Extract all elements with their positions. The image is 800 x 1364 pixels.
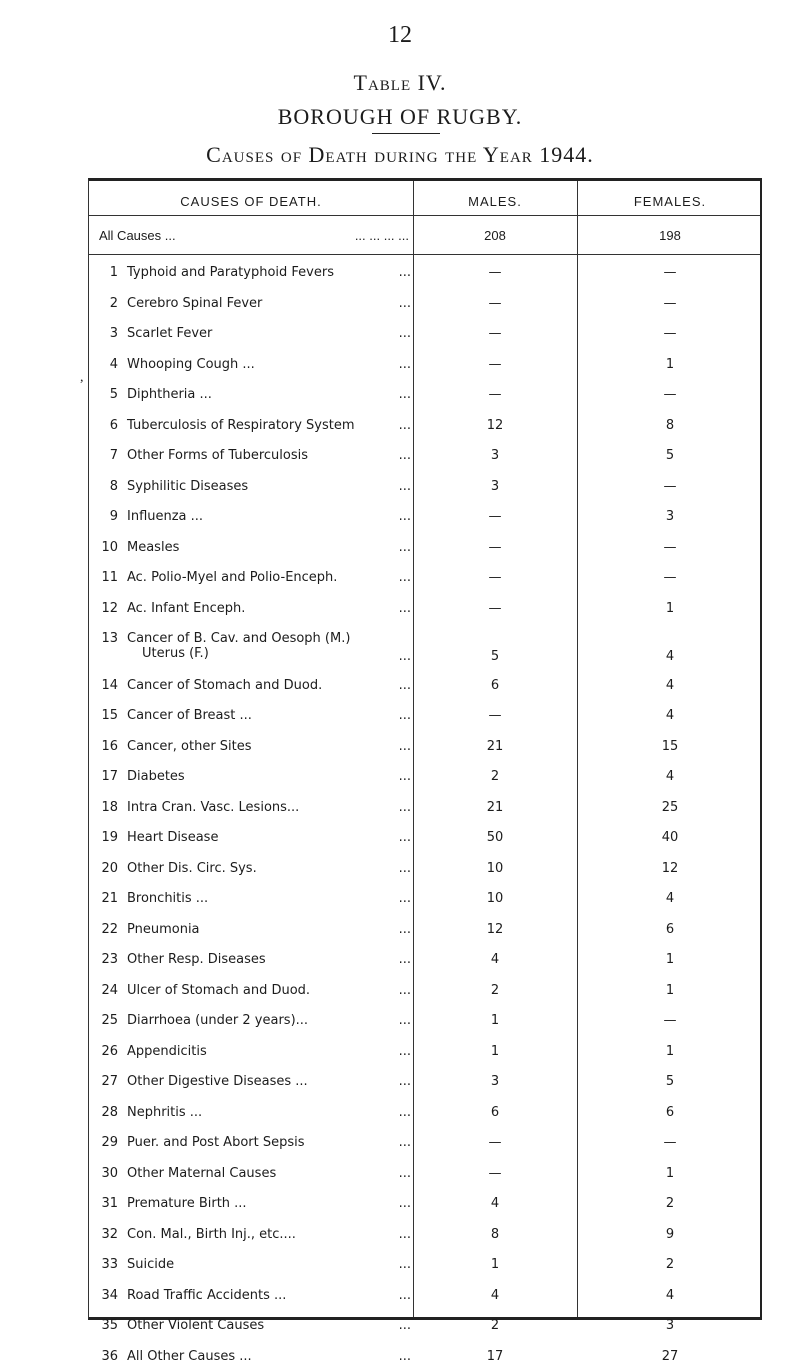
row-males: 1 (490, 1013, 500, 1028)
row-females: 1 (665, 952, 675, 967)
header-causes: CAUSES OF DEATH. (180, 194, 322, 209)
row-males: 6 (490, 677, 500, 693)
row-cause (127, 1166, 397, 1181)
row-females: 8 (665, 417, 675, 433)
row-cause (127, 509, 397, 524)
row-females: 1 (665, 1165, 675, 1181)
row-number: 23 (101, 952, 118, 967)
row-leader: ... (398, 265, 411, 280)
row-cause (127, 952, 397, 967)
row-males: 4 (490, 1287, 500, 1303)
row-leader: ... (398, 1226, 411, 1242)
row-leader: ... (398, 539, 411, 555)
row-cause (127, 1349, 397, 1364)
row-males: 12 (486, 921, 504, 937)
row-number: 17 (101, 769, 118, 784)
row-leader: ... (398, 387, 411, 402)
row-cause-line1: Other Resp. Diseases (127, 952, 266, 967)
row-cause (127, 1288, 397, 1303)
row-number: 11 (101, 570, 118, 585)
row-females: 1 (665, 982, 675, 998)
row-males: 21 (486, 738, 504, 754)
row-females: — (663, 387, 677, 402)
row-cause-line1: Other Forms of Tuberculosis (127, 448, 308, 463)
row-cause (127, 1196, 397, 1211)
row-leader: ... (398, 1257, 411, 1272)
row-number: 36 (101, 1348, 118, 1364)
row-cause-line1: Nephritis ... (127, 1104, 203, 1120)
row-cause-line1: Other Digestive Diseases ... (127, 1074, 308, 1089)
row-leader: ... (398, 921, 411, 937)
all-causes-males: 208 (484, 228, 506, 243)
row-cause (127, 265, 397, 280)
row-females: 25 (661, 799, 679, 815)
row-leader: ... (398, 1013, 411, 1028)
row-cause-line1: Intra Cran. Vasc. Lesions... (127, 799, 300, 815)
row-males: 2 (490, 1318, 500, 1333)
row-cause (127, 769, 397, 784)
row-cause (127, 540, 397, 555)
row-cause (127, 1044, 397, 1059)
all-causes-rule (89, 254, 760, 255)
row-number: 6 (109, 417, 118, 433)
row-cause-line2: Uterus (F.) (142, 646, 209, 661)
row-females: 4 (665, 708, 675, 723)
page-number: 12 (388, 22, 412, 48)
row-number: 19 (101, 830, 118, 845)
row-cause-line1: Diphtheria ... (127, 387, 212, 402)
row-cause-line1: Scarlet Fever (127, 326, 213, 341)
row-leader: ... (398, 830, 411, 845)
row-cause (127, 1105, 397, 1120)
row-females: 4 (665, 677, 675, 693)
row-number: 18 (101, 799, 118, 815)
table-subtitle: Causes of Death during the Year 1944. (206, 142, 594, 167)
row-cause-line1: Premature Birth ... (127, 1196, 247, 1211)
row-females: 40 (661, 830, 679, 845)
row-cause-line1: Heart Disease (127, 830, 219, 845)
row-females: 4 (665, 1287, 675, 1303)
row-cause-line1: Other Maternal Causes (127, 1165, 277, 1181)
row-number: 15 (101, 708, 118, 723)
row-number: 12 (101, 600, 118, 616)
row-leader: ... (398, 799, 411, 815)
row-males: 5 (490, 649, 500, 664)
row-cause (127, 448, 397, 463)
header-rule (89, 215, 760, 216)
row-number: 14 (101, 677, 118, 693)
row-leader: ... (398, 860, 411, 876)
row-cause-line1: Cancer, other Sites (127, 738, 252, 754)
row-number: 20 (101, 860, 118, 876)
row-cause-line1: Pneumonia (127, 921, 200, 937)
row-number: 9 (109, 509, 118, 524)
row-males: — (488, 295, 502, 311)
row-cause (127, 1013, 397, 1028)
row-leader: ... (398, 1104, 411, 1120)
row-cause (127, 983, 397, 998)
row-leader: ... (398, 417, 411, 433)
row-cause (127, 601, 397, 616)
row-males: — (488, 356, 502, 372)
row-cause (127, 570, 397, 585)
row-males: — (488, 570, 502, 585)
row-males: 8 (490, 1226, 500, 1242)
row-males: — (488, 509, 502, 524)
row-number: 7 (109, 448, 118, 463)
row-cause (127, 479, 397, 494)
row-females: — (663, 570, 677, 585)
row-leader: ... (398, 1074, 411, 1089)
row-leader: ... (398, 1318, 411, 1333)
row-cause (127, 296, 397, 311)
row-cause-line1: Con. Mal., Birth Inj., etc.... (127, 1226, 296, 1242)
row-cause-line1: Cancer of Stomach and Duod. (127, 677, 323, 693)
row-leader: ... (398, 708, 411, 723)
row-leader: ... (398, 295, 411, 311)
row-cause-line1: Ac. Polio-Myel and Polio-Enceph. (127, 570, 338, 585)
row-females: — (663, 1135, 677, 1150)
row-females: — (663, 295, 677, 311)
row-cause-line1: Suicide (127, 1257, 175, 1272)
row-leader: ... (398, 1165, 411, 1181)
row-leader: ... (398, 356, 411, 372)
row-cause-line1: Ulcer of Stomach and Duod. (127, 982, 311, 998)
title-divider (372, 133, 440, 134)
row-leader: ... (398, 769, 411, 784)
row-number: 24 (101, 982, 118, 998)
row-leader: ... (398, 1043, 411, 1059)
margin-mark: , (80, 370, 84, 385)
row-cause (127, 326, 397, 341)
row-leader: ... (398, 600, 411, 616)
row-number: 22 (101, 921, 118, 937)
row-cause-line1: Cerebro Spinal Fever (127, 295, 263, 311)
row-number: 34 (101, 1287, 118, 1303)
row-number: 13 (101, 631, 118, 646)
row-females: 15 (661, 738, 679, 754)
row-females: 4 (665, 769, 675, 784)
row-cause (127, 1257, 397, 1272)
row-females: 2 (665, 1257, 675, 1272)
row-cause-line1: Cancer of Breast ... (127, 708, 252, 723)
row-males: 3 (490, 478, 500, 494)
row-males: 50 (486, 830, 504, 845)
row-females: 3 (665, 509, 675, 524)
row-females: 1 (665, 356, 675, 372)
row-females: 1 (665, 1043, 675, 1059)
row-leader: ... (398, 509, 411, 524)
row-cause (127, 1318, 397, 1333)
row-males: 17 (486, 1348, 504, 1364)
header-females: FEMALES. (633, 194, 707, 209)
row-females: 6 (665, 921, 675, 937)
row-cause-line1: Tuberculosis of Respiratory System (127, 417, 355, 433)
borough-title: BOROUGH OF RUGBY. (277, 104, 523, 129)
row-cause-line1: Cancer of B. Cav. and Oesoph (M.) (127, 631, 351, 646)
row-leader: ... (398, 891, 411, 906)
row-males: — (488, 539, 502, 555)
row-cause-line1: Typhoid and Paratyphoid Fevers (127, 265, 334, 280)
all-causes-females: 198 (659, 228, 681, 243)
row-cause-line1: Road Traffic Accidents ... (127, 1287, 287, 1303)
row-females: 1 (665, 600, 675, 616)
row-females: — (663, 539, 677, 555)
row-males: — (488, 600, 502, 616)
row-cause-line1: Diarrhoea (under 2 years)... (127, 1013, 309, 1028)
row-number: 27 (101, 1074, 118, 1089)
row-males: 2 (490, 769, 500, 784)
row-cause-line1: Other Dis. Circ. Sys. (127, 860, 257, 876)
row-cause (127, 631, 397, 661)
row-males: 6 (490, 1104, 500, 1120)
row-males: 3 (490, 1074, 500, 1089)
row-number: 2 (109, 295, 118, 311)
row-cause (127, 678, 397, 693)
row-males: 4 (490, 952, 500, 967)
row-females: 9 (665, 1226, 675, 1242)
row-leader: ... (398, 677, 411, 693)
row-cause (127, 922, 397, 937)
row-cause-line1: Whooping Cough ... (127, 356, 255, 372)
row-cause (127, 800, 397, 815)
row-cause-line1: Syphilitic Diseases (127, 478, 249, 494)
row-leader: ... (398, 952, 411, 967)
row-cause-line1: Diabetes (127, 769, 185, 784)
row-cause-line1: Bronchitis ... (127, 891, 209, 906)
row-males: — (488, 265, 502, 280)
all-causes-leader: ... ... ... ... (354, 228, 409, 243)
row-males: — (488, 326, 502, 341)
row-cause-line1: Ac. Infant Enceph. (127, 600, 246, 616)
row-males: 1 (490, 1257, 500, 1272)
row-cause (127, 1135, 397, 1150)
row-number: 25 (101, 1013, 118, 1028)
row-males: 2 (490, 982, 500, 998)
row-cause (127, 830, 397, 845)
row-cause (127, 861, 397, 876)
row-cause-line1: Measles (127, 539, 180, 555)
row-males: — (488, 1165, 502, 1181)
row-males: 10 (486, 891, 504, 906)
row-cause-line1: Other Violent Causes (127, 1318, 265, 1333)
row-number: 5 (109, 387, 118, 402)
row-number: 31 (101, 1196, 118, 1211)
row-males: 21 (486, 799, 504, 815)
row-males: 1 (490, 1043, 500, 1059)
row-females: — (663, 326, 677, 341)
row-leader: ... (398, 326, 411, 341)
row-number: 16 (101, 738, 118, 754)
row-number: 8 (109, 478, 118, 494)
row-leader: ... (398, 649, 411, 664)
row-cause (127, 708, 397, 723)
row-males: 10 (486, 860, 504, 876)
row-number: 3 (109, 326, 118, 341)
table-title: Table IV. (353, 70, 447, 95)
row-number: 33 (101, 1257, 118, 1272)
row-females: 4 (665, 891, 675, 906)
row-number: 35 (101, 1318, 118, 1333)
row-cause (127, 1227, 397, 1242)
row-number: 28 (101, 1104, 118, 1120)
row-leader: ... (398, 1348, 411, 1364)
row-females: 3 (665, 1318, 675, 1333)
row-leader: ... (398, 478, 411, 494)
row-cause (127, 891, 397, 906)
row-leader: ... (398, 1287, 411, 1303)
row-number: 32 (101, 1226, 118, 1242)
row-females: 5 (665, 1074, 675, 1089)
row-cause (127, 387, 397, 402)
row-cause (127, 739, 397, 754)
row-cause (127, 357, 397, 372)
causes-of-death-table (88, 178, 762, 1364)
row-females: 12 (661, 860, 679, 876)
row-leader: ... (398, 570, 411, 585)
row-number: 4 (109, 356, 118, 372)
row-females: 2 (665, 1196, 675, 1211)
row-females: 5 (665, 448, 675, 463)
row-males: 3 (490, 448, 500, 463)
row-leader: ... (398, 448, 411, 463)
row-females: 6 (665, 1104, 675, 1120)
row-males: 4 (490, 1196, 500, 1211)
row-number: 10 (101, 539, 118, 555)
row-females: — (663, 1013, 677, 1028)
row-number: 30 (101, 1165, 118, 1181)
row-cause-line1: Appendicitis (127, 1043, 207, 1059)
row-leader: ... (398, 982, 411, 998)
row-males: — (488, 1135, 502, 1150)
row-cause-line1: Influenza ... (127, 509, 204, 524)
row-cause (127, 418, 397, 433)
row-females: 4 (665, 649, 675, 664)
row-males: — (488, 387, 502, 402)
row-males: — (488, 708, 502, 723)
row-males: 12 (486, 417, 504, 433)
row-cause (127, 1074, 397, 1089)
row-cause-line1: All Other Causes ... (127, 1348, 252, 1364)
row-females: — (663, 478, 677, 494)
row-leader: ... (398, 1196, 411, 1211)
all-causes-label: All Causes ... (99, 228, 176, 243)
row-females: 27 (661, 1348, 679, 1364)
row-number: 26 (101, 1043, 118, 1059)
row-leader: ... (398, 738, 411, 754)
row-number: 1 (109, 265, 118, 280)
row-number: 21 (101, 891, 118, 906)
row-females: — (663, 265, 677, 280)
row-leader: ... (398, 1135, 411, 1150)
row-cause-line1: Puer. and Post Abort Sepsis (127, 1135, 305, 1150)
row-number: 29 (101, 1135, 118, 1150)
header-males: MALES. (468, 194, 522, 209)
